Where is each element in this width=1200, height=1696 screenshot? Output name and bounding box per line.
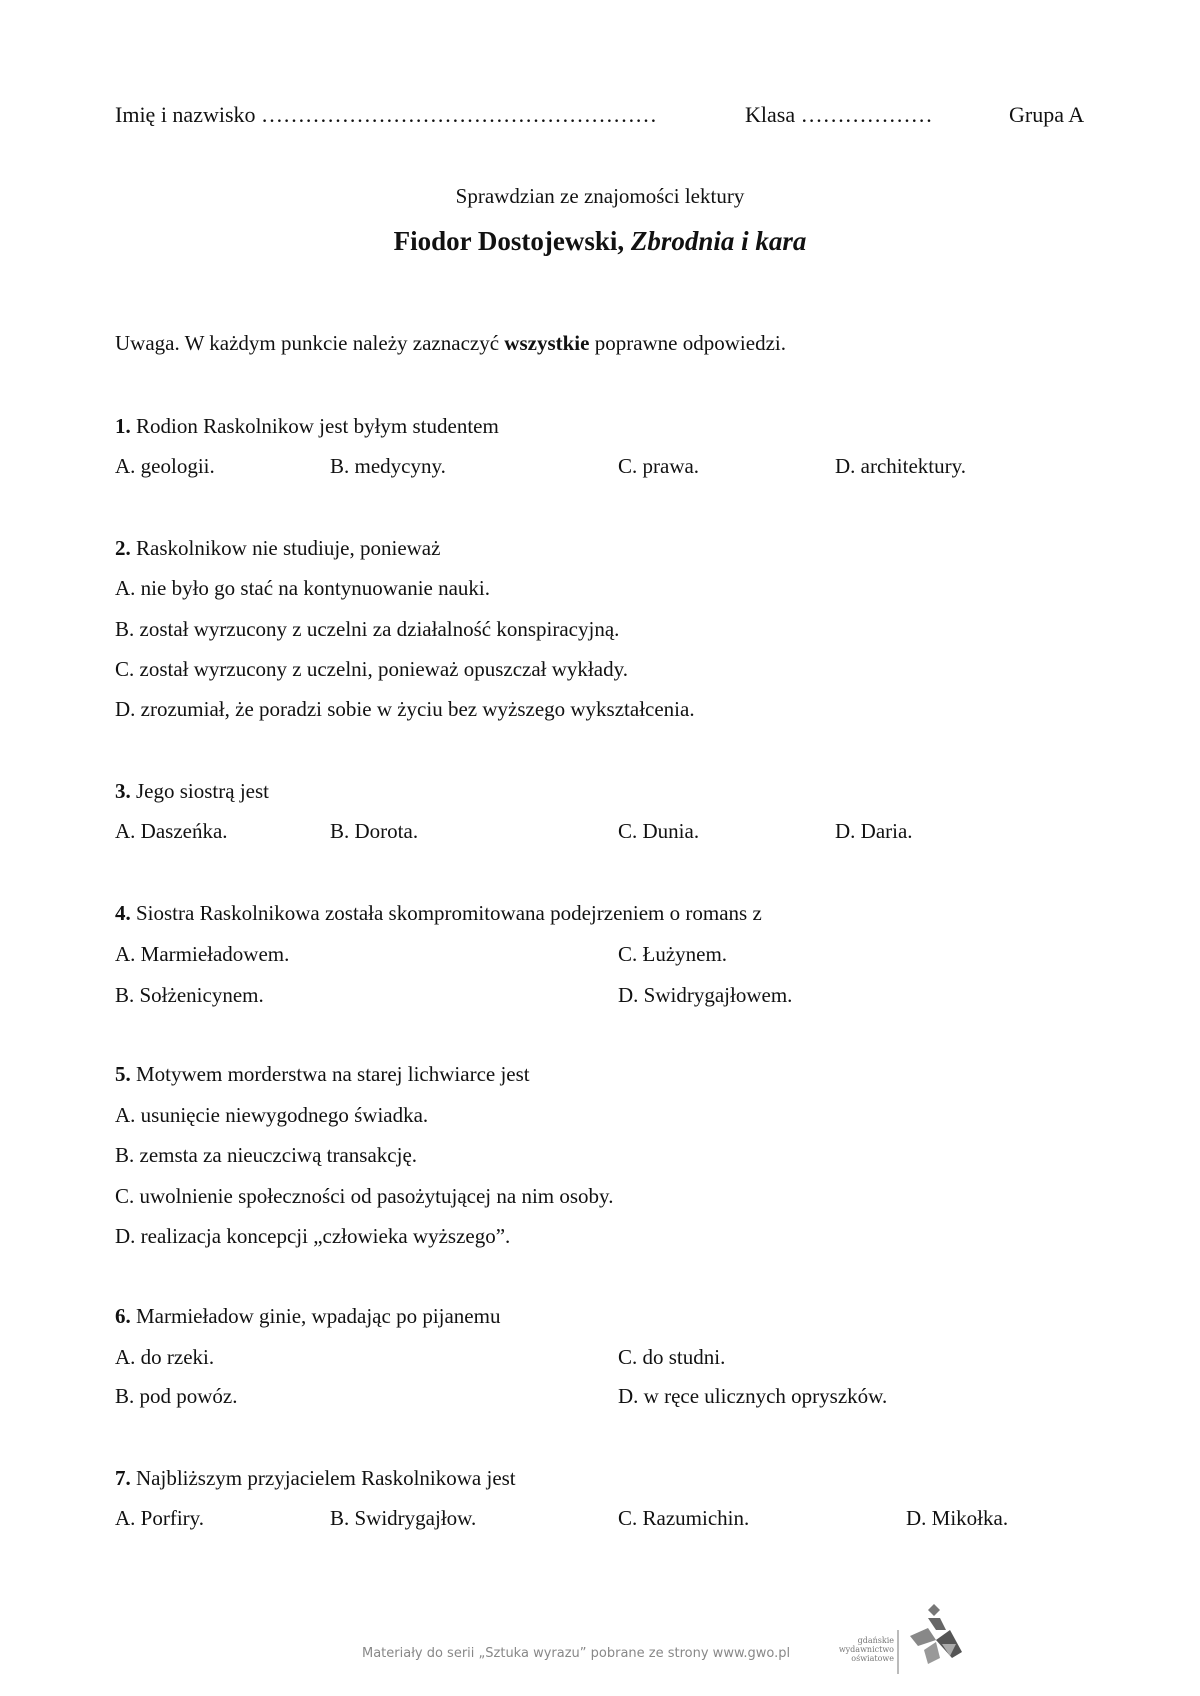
question-number: 6. bbox=[115, 1304, 131, 1328]
logo-line: wydawnictwo bbox=[838, 1645, 894, 1654]
question-number: 2. bbox=[115, 536, 131, 560]
answer-option[interactable]: C. został wyrzucony z uczelni, ponieważ opuszczał wykłady. bbox=[115, 657, 628, 681]
logo-divider bbox=[897, 1630, 899, 1674]
answer-option[interactable]: C. do studni. bbox=[618, 1345, 726, 1369]
gwo-logo-icon bbox=[906, 1600, 968, 1670]
answer-option[interactable]: C. Dunia. bbox=[618, 819, 700, 843]
answer-option[interactable]: B. Sołżenicynem. bbox=[115, 983, 264, 1007]
title-author: Fiodor Dostojewski, bbox=[393, 226, 625, 256]
answer-option[interactable]: D. Daria. bbox=[835, 819, 913, 843]
question-5 bbox=[115, 1062, 530, 1087]
question-number: 7. bbox=[115, 1466, 131, 1490]
question-6 bbox=[115, 1304, 500, 1329]
question-text: Jego siostrą jest bbox=[136, 779, 269, 803]
answer-option[interactable]: B. został wyrzucony z uczelni za działalność konspiracyjną. bbox=[115, 617, 620, 641]
page-subtitle: Sprawdzian ze znajomości lektury bbox=[455, 184, 745, 208]
question-text: Najbliższym przyjacielem Raskolnikowa jest bbox=[136, 1466, 516, 1490]
answer-option[interactable]: B. Swidrygajłow. bbox=[330, 1506, 477, 1530]
instruction bbox=[115, 331, 786, 356]
question-number: 4. bbox=[115, 901, 131, 925]
answer-option[interactable]: B. pod powóz. bbox=[115, 1384, 238, 1408]
question-7 bbox=[115, 1466, 516, 1491]
question-text: Marmieładow ginie, wpadając po pijanemu bbox=[136, 1304, 501, 1328]
answer-option[interactable]: A. Porfiry. bbox=[115, 1506, 205, 1530]
question-3 bbox=[115, 779, 269, 804]
question-1 bbox=[115, 414, 499, 439]
instruction-before: Uwaga. W każdym punkcie należy zaznaczyć bbox=[115, 331, 500, 355]
instruction-bold: wszystkie bbox=[504, 331, 590, 355]
answer-option[interactable]: B. Dorota. bbox=[330, 819, 419, 843]
publisher-logo-text bbox=[812, 1636, 894, 1663]
question-number: 5. bbox=[115, 1062, 131, 1086]
answer-option[interactable]: C. uwolnienie społeczności od pasożytującej na nim osoby. bbox=[115, 1184, 614, 1208]
answer-option[interactable]: A. geologii. bbox=[115, 454, 215, 478]
answer-option[interactable]: C. prawa. bbox=[618, 454, 700, 478]
answer-option[interactable]: D. realizacja koncepcji „człowieka wyższego”. bbox=[115, 1224, 511, 1248]
question-text: Raskolnikow nie studiuje, ponieważ bbox=[136, 536, 441, 560]
answer-option[interactable]: A. do rzeki. bbox=[115, 1345, 215, 1369]
page-title bbox=[0, 226, 1200, 257]
answer-option[interactable]: A. Daszeńka. bbox=[115, 819, 228, 843]
answer-option[interactable]: B. medycyny. bbox=[330, 454, 446, 478]
question-4 bbox=[115, 901, 762, 926]
answer-option[interactable]: A. usunięcie niewygodnego świadka. bbox=[115, 1103, 429, 1127]
answer-option[interactable]: D. Swidrygajłowem. bbox=[618, 983, 793, 1007]
answer-option[interactable]: D. zrozumiał, że poradzi sobie w życiu bez wyższego wykształcenia. bbox=[115, 697, 695, 721]
answer-option[interactable]: D. w ręce ulicznych opryszków. bbox=[618, 1384, 888, 1408]
question-text: Siostra Raskolnikowa została skompromitowana podejrzeniem o romans z bbox=[136, 901, 762, 925]
question-text: Rodion Raskolnikow jest byłym studentem bbox=[136, 414, 499, 438]
name-field-label: Imię i nazwisko ……………………………………………… bbox=[115, 102, 658, 127]
class-field-label: Klasa ……………… bbox=[745, 102, 933, 127]
question-number: 1. bbox=[115, 414, 131, 438]
answer-option[interactable]: C. Razumichin. bbox=[618, 1506, 750, 1530]
instruction-after: poprawne odpowiedzi. bbox=[594, 331, 786, 355]
title-work: Zbrodnia i kara bbox=[630, 226, 807, 256]
answer-option[interactable]: A. Marmieładowem. bbox=[115, 942, 290, 966]
answer-option[interactable]: C. Łużynem. bbox=[618, 942, 728, 966]
answer-option[interactable]: D. Mikołka. bbox=[906, 1506, 1009, 1530]
footer-source: Materiały do serii „Sztuka wyrazu” pobrane ze strony www.gwo.pl bbox=[362, 1646, 791, 1661]
logo-line: gdańskie bbox=[857, 1636, 894, 1645]
question-number: 3. bbox=[115, 779, 131, 803]
answer-option[interactable]: A. nie było go stać na kontynuowanie nauki. bbox=[115, 576, 491, 600]
logo-line: oświatowe bbox=[851, 1654, 894, 1663]
answer-option[interactable]: B. zemsta za nieuczciwą transakcję. bbox=[115, 1143, 418, 1167]
answer-option[interactable]: D. architektury. bbox=[835, 454, 967, 478]
question-text: Motywem morderstwa na starej lichwiarce jest bbox=[136, 1062, 530, 1086]
question-2 bbox=[115, 536, 440, 561]
group-label: Grupa A bbox=[1009, 102, 1085, 127]
